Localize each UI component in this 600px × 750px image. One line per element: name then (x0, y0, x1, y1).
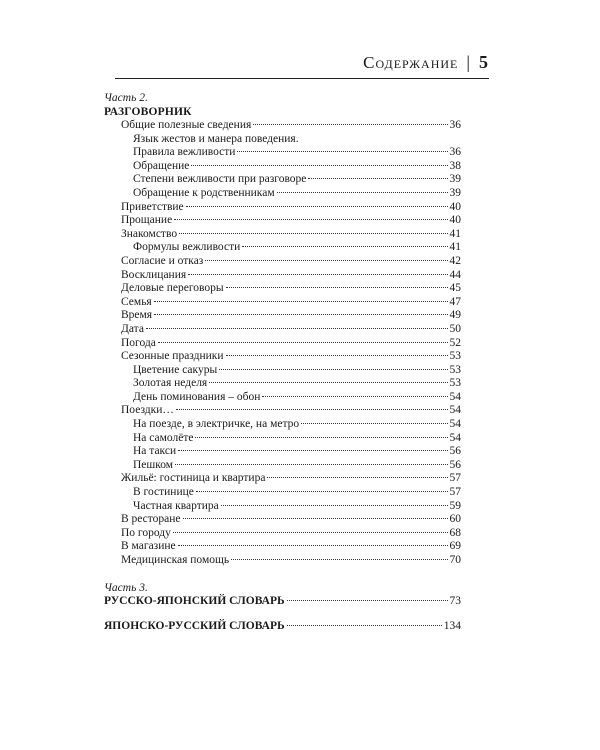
part3-label: Часть 3. (104, 581, 148, 594)
toc-entry[interactable] (104, 309, 461, 323)
toc-entry-label: Формулы вежливости (133, 241, 241, 254)
dot-leader (154, 314, 447, 315)
toc-entry[interactable] (104, 500, 461, 514)
dot-leader (173, 532, 448, 533)
toc-entry-label: Пешком (133, 458, 174, 471)
dot-leader (196, 491, 448, 492)
toc-entry-label: Степени вежливости при разговоре (133, 173, 307, 186)
toc-entry-label: Правила вежливости (133, 146, 236, 159)
toc-entry-page: 73 (449, 594, 461, 607)
dot-leader (175, 464, 447, 465)
toc-entry[interactable] (104, 377, 461, 391)
toc-entry[interactable] (104, 269, 461, 283)
toc-entry-page: 50 (449, 322, 461, 335)
toc-entry-page: 42 (449, 254, 461, 267)
toc-entry[interactable] (104, 554, 461, 568)
toc-entry[interactable] (104, 255, 461, 269)
toc-entry-label: На такси (133, 445, 177, 458)
toc-entry[interactable] (104, 201, 461, 215)
spacer (104, 568, 461, 582)
part2-title: РАЗГОВОРНИК (104, 106, 192, 118)
toc-entry-label: РУССКО-ЯПОНСКИЙ СЛОВАРЬ (104, 594, 285, 607)
dot-leader (237, 151, 447, 152)
toc-entry-label: В гостинице (133, 486, 194, 499)
dot-leader (205, 260, 447, 261)
toc-entry-label: Золотая неделя (133, 377, 208, 390)
toc-entry-label: Сезонные праздники (121, 350, 224, 363)
toc-entry-page: 36 (449, 146, 461, 159)
toc-entry-label: В ресторане (121, 513, 181, 526)
toc-entry-page: 40 (449, 200, 461, 213)
toc-entry-page: 52 (449, 336, 461, 349)
toc-entry[interactable] (104, 391, 461, 405)
dot-leader (231, 559, 447, 560)
toc-entry[interactable] (104, 432, 461, 446)
toc-entry-page: 56 (449, 445, 461, 458)
dot-leader (154, 301, 448, 302)
toc-entry-page: 54 (449, 404, 461, 417)
toc-entry-page: 41 (449, 241, 461, 254)
toc-entry-page: 54 (449, 390, 461, 403)
dot-leader (226, 287, 448, 288)
toc-entry-page: 70 (449, 554, 461, 566)
toc-entry-jp-ru-dictionary[interactable] (104, 620, 461, 634)
dot-leader (146, 328, 448, 329)
dot-leader (186, 206, 448, 207)
toc-entry-label: Поездки… (121, 404, 174, 417)
part2-entries (104, 119, 461, 568)
dot-leader (308, 178, 447, 179)
dot-leader (253, 124, 447, 125)
toc-entry-label: Обращение к родственникам (133, 186, 275, 199)
toc-entry-page: 36 (449, 119, 461, 131)
toc-entry-page: 134 (443, 620, 461, 633)
dot-leader (178, 450, 447, 451)
toc-entry-page: 54 (449, 431, 461, 444)
dot-leader (219, 369, 447, 370)
toc-entry-page: 56 (449, 458, 461, 471)
toc-entry-label: Семья (121, 295, 152, 308)
toc-entry-label: По городу (121, 526, 171, 539)
dot-leader (183, 518, 448, 519)
toc-entry-label: Общие полезные сведения (121, 119, 252, 131)
toc-entry-page: 53 (449, 350, 461, 363)
toc-entry[interactable] (104, 146, 461, 160)
toc-entry[interactable] (104, 540, 461, 554)
toc-entry-page: 40 (449, 214, 461, 227)
toc-entry-label: Погода (121, 336, 156, 349)
toc-entry-label: Язык жестов и манера поведения. (133, 132, 299, 145)
page-number: 5 (479, 52, 489, 72)
toc-entry-page: 69 (449, 540, 461, 553)
spacer (104, 608, 461, 620)
running-header (115, 52, 489, 79)
toc-entry[interactable] (104, 418, 461, 432)
toc-entry-label: Жильё: гостиница и квартира (121, 472, 266, 485)
toc-entry-label: Частная квартира (133, 499, 219, 512)
dot-leader (178, 545, 448, 546)
toc-entry-page: 45 (449, 282, 461, 295)
toc-entry[interactable] (104, 187, 461, 201)
toc-entry-label: Деловые переговоры (121, 282, 224, 295)
toc-entry-label: День поминования – обон (133, 390, 261, 403)
toc-entry[interactable] (104, 228, 461, 242)
dot-leader (262, 396, 447, 397)
dot-leader (287, 600, 448, 601)
table-of-contents (104, 92, 461, 634)
toc-entry[interactable] (104, 133, 461, 147)
dot-leader (174, 219, 447, 220)
dot-leader (158, 342, 448, 343)
toc-entry-page: 68 (449, 526, 461, 539)
dot-leader (188, 274, 447, 275)
toc-entry-label: Восклицания (121, 268, 187, 281)
toc-entry[interactable] (104, 282, 461, 296)
toc-entry-page: 53 (449, 363, 461, 376)
toc-entry[interactable] (104, 323, 461, 337)
toc-entry-label: Цветение сакуры (133, 363, 218, 376)
dot-leader (301, 423, 447, 424)
toc-entry-label: Обращение (133, 159, 190, 172)
toc-entry[interactable] (104, 350, 461, 364)
header-title: Содержание (363, 53, 459, 72)
toc-entry-label: Дата (121, 322, 144, 335)
toc-entry[interactable] (104, 337, 461, 351)
toc-entry[interactable] (104, 160, 461, 174)
dot-leader (226, 355, 448, 356)
toc-entry[interactable] (104, 513, 461, 527)
toc-entry[interactable] (104, 364, 461, 378)
toc-entry-page: 39 (449, 173, 461, 186)
toc-entry[interactable] (104, 119, 461, 133)
dot-leader (287, 625, 442, 626)
toc-entry[interactable] (104, 459, 461, 473)
toc-entry-page: 38 (449, 159, 461, 172)
toc-entry[interactable] (104, 214, 461, 228)
toc-entry-page: 59 (449, 499, 461, 512)
toc-entry-page: 49 (449, 309, 461, 322)
toc-entry-ru-jp-dictionary[interactable] (104, 595, 461, 609)
toc-entry-page: 54 (449, 418, 461, 431)
toc-entry-label: Знакомство (121, 227, 178, 240)
dot-leader (277, 192, 448, 193)
dot-leader (195, 437, 447, 438)
toc-entry[interactable] (104, 472, 461, 486)
toc-entry-label: Время (121, 309, 153, 322)
toc-entry-label: Приветствие (121, 200, 184, 213)
dot-leader (221, 505, 448, 506)
toc-entry[interactable] (104, 296, 461, 310)
toc-entry[interactable] (104, 445, 461, 459)
toc-entry-page: 57 (449, 486, 461, 499)
dot-leader (176, 409, 448, 410)
toc-entry-label: На поезде, в электричке, на метро (133, 418, 300, 431)
toc-entry-page: 57 (449, 472, 461, 485)
toc-entry-page: 39 (449, 186, 461, 199)
toc-entry-label: Согласие и отказ (121, 254, 204, 267)
toc-entry[interactable] (104, 527, 461, 541)
toc-entry[interactable] (104, 404, 461, 418)
toc-entry[interactable] (104, 241, 461, 255)
toc-entry-page: 53 (449, 377, 461, 390)
toc-entry-page: 60 (449, 513, 461, 526)
toc-entry-page: 47 (449, 295, 461, 308)
toc-entry-page: 41 (449, 227, 461, 240)
dot-leader (191, 165, 447, 166)
toc-entry-label: На самолёте (133, 431, 194, 444)
part2-label: Часть 2. (104, 92, 148, 104)
dot-leader (209, 382, 447, 383)
toc-entry-label: Медицинская помощь (121, 554, 230, 566)
dot-leader (242, 246, 447, 247)
toc-entry-label: В магазине (121, 540, 176, 553)
toc-entry-page: 44 (449, 268, 461, 281)
dot-leader (267, 477, 447, 478)
dot-leader (179, 233, 447, 234)
header-separator: | (466, 52, 471, 72)
toc-entry-label: ЯПОНСКО-РУССКИЙ СЛОВАРЬ (104, 620, 285, 633)
toc-entry-label: Прощание (121, 214, 173, 227)
header-right (363, 52, 489, 73)
toc-entry[interactable] (104, 486, 461, 500)
toc-entry[interactable] (104, 173, 461, 187)
